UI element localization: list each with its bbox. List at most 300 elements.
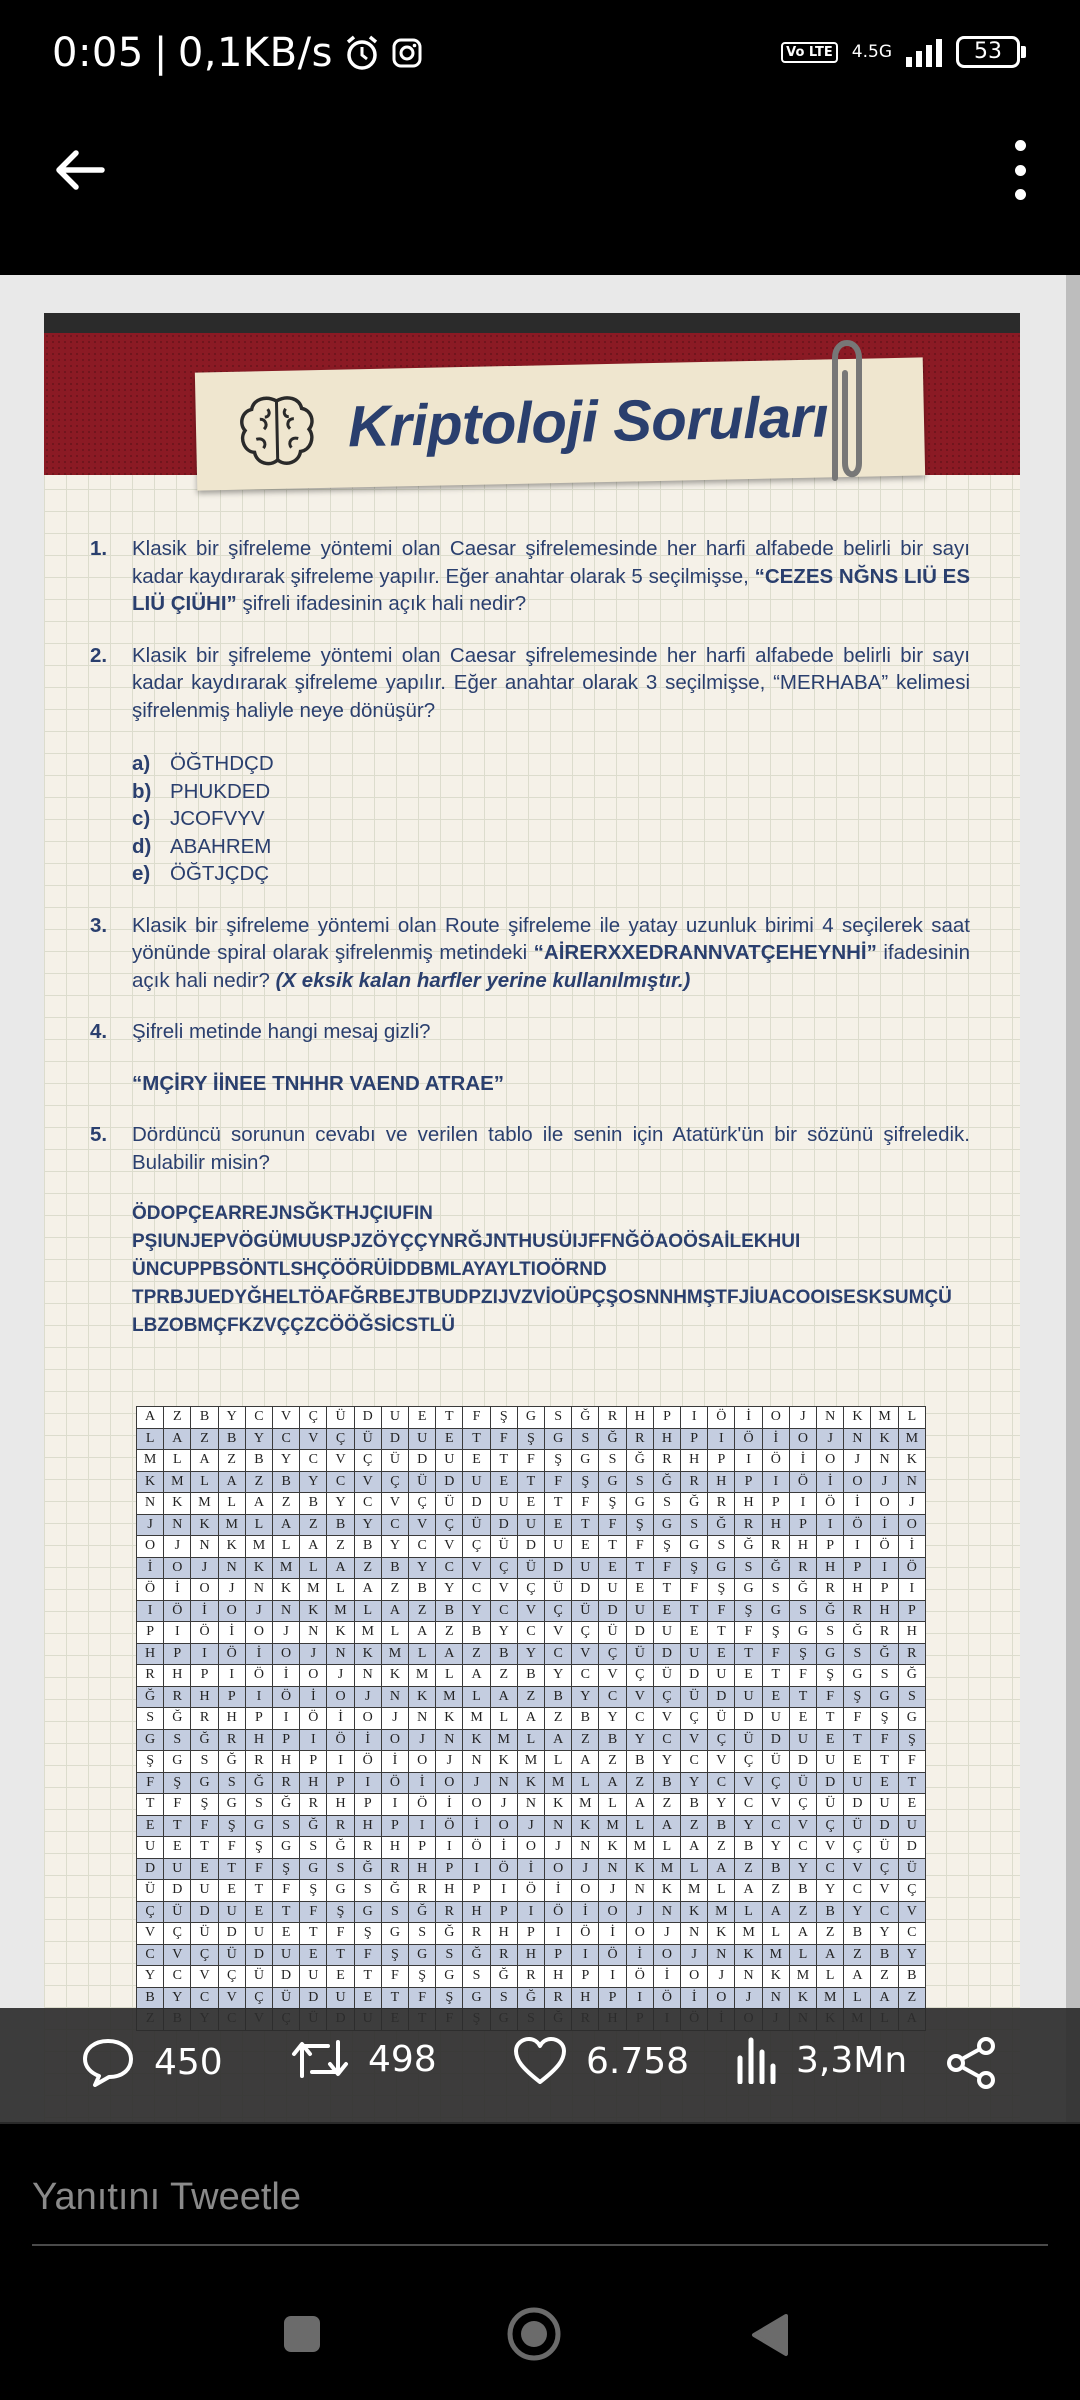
grid-cell: U	[898, 1815, 925, 1837]
grid-cell: K	[681, 1901, 708, 1923]
grid-row	[137, 1450, 926, 1472]
grid-cell: Y	[300, 1471, 327, 1493]
grid-cell: F	[354, 1944, 381, 1966]
grid-cell: L	[164, 1450, 191, 1472]
grid-cell: Ü	[490, 1536, 517, 1558]
grid-cell: H	[871, 1600, 898, 1622]
circle-icon[interactable]	[506, 2306, 562, 2362]
grid-cell: M	[817, 1987, 844, 2009]
grid-cell: Ö	[898, 1557, 925, 1579]
grid-cell: A	[626, 1794, 653, 1816]
grid-cell: D	[626, 1622, 653, 1644]
arrow-left-icon[interactable]	[50, 140, 110, 200]
grid-cell: Ü	[191, 1923, 218, 1945]
grid-cell: Z	[490, 1665, 517, 1687]
grid-cell: N	[871, 1450, 898, 1472]
grid-cell: T	[164, 1815, 191, 1837]
grid-cell: M	[273, 1557, 300, 1579]
grid-cell: B	[789, 1880, 816, 1902]
grid-cell: B	[354, 1536, 381, 1558]
grid-cell: S	[898, 1686, 925, 1708]
grid-row	[137, 1858, 926, 1880]
grid-cell: Ş	[245, 1837, 272, 1859]
grid-cell: L	[653, 1837, 680, 1859]
triangle-back-icon[interactable]	[748, 2312, 790, 2358]
grid-cell: T	[762, 1665, 789, 1687]
grid-cell: Ö	[191, 1622, 218, 1644]
grid-cell: D	[490, 1514, 517, 1536]
grid-cell: H	[463, 1901, 490, 1923]
grid-cell: Ö	[735, 1428, 762, 1450]
grid-cell: R	[245, 1751, 272, 1773]
more-vertical-icon[interactable]	[1000, 140, 1040, 200]
grid-cell: C	[626, 1708, 653, 1730]
grid-cell: Ü	[626, 1643, 653, 1665]
grid-cell: F	[681, 1579, 708, 1601]
grid-cell: A	[327, 1557, 354, 1579]
grid-cell: E	[789, 1708, 816, 1730]
grid-cell: C	[327, 1471, 354, 1493]
grid-cell: J	[218, 1579, 245, 1601]
grid-cell: B	[218, 1428, 245, 1450]
grid-cell: İ	[300, 1686, 327, 1708]
grid-cell: E	[735, 1665, 762, 1687]
grid-cell: M	[762, 1944, 789, 1966]
grid-cell: Ğ	[273, 1794, 300, 1816]
grid-cell: O	[762, 1407, 789, 1429]
grid-cell: K	[762, 1966, 789, 1988]
grid-cell: Y	[762, 1837, 789, 1859]
grid-cell: H	[708, 1471, 735, 1493]
grid-cell: N	[463, 1751, 490, 1773]
grid-cell: Ö	[137, 1579, 164, 1601]
grid-cell: H	[817, 1557, 844, 1579]
grid-cell: V	[681, 1729, 708, 1751]
grid-cell: V	[844, 1858, 871, 1880]
grid-cell: G	[626, 1493, 653, 1515]
reply-box[interactable]	[0, 2124, 1080, 2264]
grid-cell: O	[245, 1622, 272, 1644]
grid-cell: V	[191, 1966, 218, 1988]
page-title: Kriptoloji Soruları	[347, 384, 829, 460]
grid-cell: I	[789, 1493, 816, 1515]
grid-cell: J	[490, 1794, 517, 1816]
grid-cell: H	[545, 1966, 572, 1988]
grid-cell: E	[708, 1643, 735, 1665]
grid-cell: G	[708, 1557, 735, 1579]
grid-cell: I	[218, 1665, 245, 1687]
grid-cell: B	[653, 1772, 680, 1794]
grid-cell: B	[327, 1514, 354, 1536]
grid-cell: U	[789, 1729, 816, 1751]
grid-cell: A	[218, 1471, 245, 1493]
grid-cell: M	[164, 1471, 191, 1493]
grid-cell: P	[572, 1966, 599, 1988]
grid-cell: V	[762, 1794, 789, 1816]
grid-cell: J	[545, 1837, 572, 1859]
grid-cell: Ç	[572, 1622, 599, 1644]
grid-cell: C	[817, 1858, 844, 1880]
grid-cell: Z	[164, 1407, 191, 1429]
grid-cell: D	[436, 1471, 463, 1493]
grid-cell: G	[164, 1751, 191, 1773]
grid-cell: Y	[817, 1880, 844, 1902]
grid-cell: N	[545, 1815, 572, 1837]
reply-button[interactable]: 450	[80, 2036, 223, 2088]
grid-cell: L	[327, 1579, 354, 1601]
grid-cell: B	[191, 1407, 218, 1429]
grid-cell: R	[300, 1794, 327, 1816]
retweet-button[interactable]: 498	[290, 2036, 437, 2082]
grid-cell: N	[517, 1794, 544, 1816]
grid-cell: V	[327, 1450, 354, 1472]
grid-cell: S	[490, 1987, 517, 2009]
grid-cell: A	[572, 1751, 599, 1773]
grid-cell: L	[789, 1944, 816, 1966]
grid-cell: Ş	[844, 1686, 871, 1708]
grid-cell: L	[436, 1665, 463, 1687]
grid-cell: Z	[681, 1815, 708, 1837]
grid-cell: K	[735, 1944, 762, 1966]
grid-cell: R	[381, 1858, 408, 1880]
grid-cell: I	[164, 1622, 191, 1644]
grid-cell: E	[626, 1579, 653, 1601]
grid-cell: S	[273, 1815, 300, 1837]
grid-cell: Ş	[762, 1622, 789, 1644]
signal-icon	[906, 37, 942, 67]
grid-cell: P	[218, 1686, 245, 1708]
grid-cell: B	[817, 1901, 844, 1923]
grid-cell: Ğ	[490, 1966, 517, 1988]
grid-cell: C	[245, 1407, 272, 1429]
grid-cell: Ç	[218, 1966, 245, 1988]
grid-cell: K	[517, 1772, 544, 1794]
grid-cell: Ç	[817, 1815, 844, 1837]
grid-cell: İ	[572, 1901, 599, 1923]
grid-cell: R	[545, 1987, 572, 2009]
grid-row	[137, 1643, 926, 1665]
grid-cell: I	[517, 1901, 544, 1923]
grid-cell: H	[191, 1686, 218, 1708]
grid-cell: R	[463, 1923, 490, 1945]
grid-cell: K	[572, 1815, 599, 1837]
grid-cell: Ğ	[191, 1729, 218, 1751]
status-bar: 0:05 | 0,1KB/s Vo LTE 4.5G 53	[0, 0, 1080, 110]
grid-cell: J	[354, 1686, 381, 1708]
grid-cell: S	[463, 1966, 490, 1988]
grid-cell: Ö	[517, 1880, 544, 1902]
grid-cell: Ü	[436, 1493, 463, 1515]
grid-cell: B	[409, 1579, 436, 1601]
grid-cell: L	[517, 1729, 544, 1751]
grid-cell: Ş	[653, 1536, 680, 1558]
grid-cell: A	[844, 1966, 871, 1988]
grid-cell: J	[245, 1600, 272, 1622]
grid-cell: K	[871, 1428, 898, 1450]
grid-cell: M	[898, 1428, 925, 1450]
grid-cell: Y	[599, 1708, 626, 1730]
grid-cell: Ö	[762, 1450, 789, 1472]
grid-cell: H	[354, 1815, 381, 1837]
grid-cell: N	[599, 1858, 626, 1880]
grid-cell: B	[708, 1815, 735, 1837]
reply-input[interactable]: Yanıtını Tweetle	[32, 2176, 301, 2218]
grid-cell: S	[599, 1450, 626, 1472]
grid-cell: Y	[871, 1923, 898, 1945]
grid-cell: L	[300, 1557, 327, 1579]
grid-cell: M	[218, 1514, 245, 1536]
grid-cell: V	[218, 1987, 245, 2009]
grid-cell: İ	[817, 1471, 844, 1493]
network-type: 4.5G	[851, 42, 892, 62]
share-icon	[944, 2036, 998, 2090]
question-1: 1. Klasik bir şifreleme yöntemi olan Caesar şifrelemesinde her harfi alfabede belirli bir sayı kadar kaydırarak şifreleme yapılır. Eğer anahtar olarak 5 seçilmişse, “CEZES NĞNS LIÜ ES LIÜ ÇIÜHI” şifreli ifadesinin açık hali nedir?	[90, 537, 970, 615]
grid-cell: A	[245, 1493, 272, 1515]
grid-cell: Ş	[708, 1579, 735, 1601]
grid-cell: H	[762, 1514, 789, 1536]
grid-cell: E	[681, 1622, 708, 1644]
grid-cell: L	[762, 1923, 789, 1945]
grid-cell: Z	[273, 1493, 300, 1515]
grid-cell: Ü	[898, 1858, 925, 1880]
grid-cell: T	[817, 1708, 844, 1730]
grid-cell: B	[545, 1686, 572, 1708]
grid-row	[137, 1665, 926, 1687]
grid-cell: U	[436, 1450, 463, 1472]
grid-cell: Ş	[898, 1729, 925, 1751]
grid-cell: L	[599, 1794, 626, 1816]
grid-row	[137, 1880, 926, 1902]
cipher-table	[136, 1406, 926, 2031]
grid-cell: U	[245, 1923, 272, 1945]
like-button[interactable]: 6.758	[512, 2036, 689, 2086]
grid-cell: Ö	[218, 1643, 245, 1665]
grid-cell: O	[327, 1686, 354, 1708]
grid-cell: I	[381, 1794, 408, 1816]
grid-cell: U	[327, 1987, 354, 2009]
grid-cell: V	[300, 1428, 327, 1450]
question-2: 2. Klasik bir şifreleme yöntemi olan Caesar şifrelemesinde her harfi alfabede belirli bir sayı kadar kaydırarak şifreleme yapılır. Eğer anahtar olarak 3 seçilmişse, “MERHABA” kelimesi şifrelenmiş haliyle neye dönüşür? a) ÖĞTHDÇD b) PHUKDED c) JCOFVYV d) ABAHREM e) ÖĞTJÇDÇ	[90, 642, 970, 888]
grid-cell: H	[517, 1944, 544, 1966]
grid-cell: G	[218, 1794, 245, 1816]
grid-cell: T	[436, 1407, 463, 1429]
grid-cell: C	[572, 1665, 599, 1687]
grid-cell: B	[871, 1944, 898, 1966]
grid-cell: E	[164, 1837, 191, 1859]
grid-cell: B	[681, 1794, 708, 1816]
grid-cell: C	[599, 1686, 626, 1708]
grid-cell: H	[572, 1987, 599, 2009]
grid-cell: H	[273, 1751, 300, 1773]
app-bar	[0, 110, 1080, 275]
grid-cell: S	[681, 1514, 708, 1536]
grid-cell: T	[490, 1450, 517, 1472]
grid-cell: Ü	[681, 1686, 708, 1708]
grid-cell: A	[273, 1514, 300, 1536]
grid-cell: V	[436, 1536, 463, 1558]
grid-cell: Ö	[545, 1901, 572, 1923]
grid-cell: R	[517, 1966, 544, 1988]
grid-cell: E	[599, 1557, 626, 1579]
grid-cell: H	[300, 1772, 327, 1794]
views-button[interactable]: 3,3Mn	[734, 2036, 907, 2084]
grid-cell: V	[463, 1557, 490, 1579]
grid-cell: V	[273, 1407, 300, 1429]
grid-cell: C	[681, 1751, 708, 1773]
grid-cell: O	[218, 1600, 245, 1622]
question-list	[90, 535, 970, 1364]
grid-cell: R	[409, 1880, 436, 1902]
grid-cell: O	[898, 1514, 925, 1536]
grid-cell: Ğ	[871, 1643, 898, 1665]
grid-cell: R	[626, 1428, 653, 1450]
grid-cell: U	[844, 1772, 871, 1794]
grid-cell: P	[789, 1514, 816, 1536]
grid-cell: L	[898, 1407, 925, 1429]
grid-cell: S	[653, 1493, 680, 1515]
grid-cell: J	[681, 1944, 708, 1966]
grid-cell: Ü	[545, 1579, 572, 1601]
grid-cell: U	[599, 1579, 626, 1601]
grid-cell: L	[490, 1708, 517, 1730]
grid-row	[137, 1579, 926, 1601]
tweet-image[interactable]	[0, 275, 1080, 2122]
grid-cell: Y	[626, 1729, 653, 1751]
grid-cell: S	[137, 1708, 164, 1730]
grid-cell: Ö	[245, 1665, 272, 1687]
grid-cell: B	[572, 1708, 599, 1730]
grid-cell: J	[708, 1966, 735, 1988]
grid-cell: V	[626, 1686, 653, 1708]
grid-cell: Ç	[137, 1901, 164, 1923]
grid-cell: T	[708, 1622, 735, 1644]
grid-cell: B	[381, 1557, 408, 1579]
grid-cell: O	[354, 1708, 381, 1730]
grid-cell: L	[626, 1815, 653, 1837]
grid-cell: A	[871, 1987, 898, 2009]
grid-cell: İ	[381, 1751, 408, 1773]
grid-cell: O	[164, 1557, 191, 1579]
grid-cell: A	[137, 1407, 164, 1429]
grid-cell: Ş	[137, 1751, 164, 1773]
grid-cell: U	[708, 1665, 735, 1687]
grid-cell: U	[735, 1686, 762, 1708]
comment-icon	[80, 2036, 136, 2088]
grid-cell: S	[735, 1557, 762, 1579]
grid-cell: H	[681, 1450, 708, 1472]
grid-cell: E	[273, 1923, 300, 1945]
cipher-grid	[136, 1406, 926, 2031]
grid-cell: M	[789, 1966, 816, 1988]
grid-cell: G	[817, 1643, 844, 1665]
grid-row	[137, 1536, 926, 1558]
grid-cell: V	[354, 1471, 381, 1493]
grid-cell: N	[572, 1837, 599, 1859]
grid-cell: T	[354, 1966, 381, 1988]
grid-cell: F	[137, 1772, 164, 1794]
grid-cell: P	[409, 1837, 436, 1859]
grid-cell: B	[762, 1858, 789, 1880]
grid-cell: E	[327, 1966, 354, 1988]
grid-cell: Y	[354, 1514, 381, 1536]
grid-cell: A	[545, 1729, 572, 1751]
grid-cell: N	[735, 1966, 762, 1988]
grid-cell: G	[327, 1880, 354, 1902]
grid-cell: S	[844, 1643, 871, 1665]
grid-cell: K	[409, 1686, 436, 1708]
grid-cell: P	[245, 1708, 272, 1730]
grid-cell: E	[572, 1536, 599, 1558]
grid-cell: Ö	[653, 1987, 680, 2009]
grid-cell: M	[735, 1923, 762, 1945]
grid-cell: R	[817, 1579, 844, 1601]
grid-cell: Ç	[762, 1772, 789, 1794]
grid-cell: A	[599, 1772, 626, 1794]
grid-cell: P	[898, 1600, 925, 1622]
grid-cell: F	[871, 1729, 898, 1751]
grid-cell: U	[137, 1837, 164, 1859]
grid-cell: İ	[273, 1665, 300, 1687]
grid-cell: H	[245, 1729, 272, 1751]
grid-cell: H	[898, 1622, 925, 1644]
question-3: 3. Klasik bir şifreleme yöntemi olan Route şifreleme ile yatay uzunluk birimi 4 seçilerek saat yönünde spiral olarak şifrelenmiş metindeki “AİRERXXEDRANNVATÇEHEYNHİ” ifadesinin açık hali nedir? (X eksik kalan harfler yerine kullanılmıştır.)	[90, 913, 970, 992]
grid-cell: K	[300, 1600, 327, 1622]
battery-level: 53	[974, 39, 1002, 64]
grid-cell: P	[844, 1557, 871, 1579]
grid-cell: Ğ	[436, 1923, 463, 1945]
grid-cell: Y	[735, 1815, 762, 1837]
grid-cell: İ	[137, 1557, 164, 1579]
grid-cell: N	[218, 1557, 245, 1579]
grid-cell: G	[735, 1579, 762, 1601]
scrollbar[interactable]	[1066, 275, 1080, 2122]
grid-cell: N	[191, 1536, 218, 1558]
grid-cell: Ş	[871, 1708, 898, 1730]
grid-cell: F	[409, 1987, 436, 2009]
share-button[interactable]	[944, 2036, 998, 2090]
grid-cell: K	[789, 1987, 816, 2009]
grid-cell: G	[381, 1923, 408, 1945]
grid-cell: Y	[517, 1643, 544, 1665]
grid-cell: M	[572, 1794, 599, 1816]
grid-cell: R	[653, 1450, 680, 1472]
grid-cell: Ö	[409, 1794, 436, 1816]
grid-cell: Ç	[354, 1450, 381, 1472]
grid-cell: J	[599, 1880, 626, 1902]
grid-cell: J	[517, 1815, 544, 1837]
grid-cell: Y	[381, 1536, 408, 1558]
grid-cell: R	[789, 1557, 816, 1579]
grid-cell: P	[463, 1880, 490, 1902]
grid-cell: Ğ	[381, 1880, 408, 1902]
grid-cell: Ş	[789, 1643, 816, 1665]
grid-cell: T	[463, 1428, 490, 1450]
grid-cell: Ç	[789, 1794, 816, 1816]
grid-cell: İ	[735, 1407, 762, 1429]
grid-cell: P	[762, 1493, 789, 1515]
grid-cell: D	[762, 1729, 789, 1751]
grid-cell: U	[817, 1751, 844, 1773]
grid-cell: Ü	[735, 1729, 762, 1751]
grid-cell: A	[164, 1428, 191, 1450]
square-icon[interactable]	[282, 2314, 322, 2354]
grid-cell: İ	[789, 1450, 816, 1472]
grid-cell: T	[681, 1600, 708, 1622]
grid-cell: Ö	[273, 1686, 300, 1708]
grid-cell: E	[191, 1858, 218, 1880]
grid-row	[137, 1514, 926, 1536]
grid-cell: P	[327, 1772, 354, 1794]
